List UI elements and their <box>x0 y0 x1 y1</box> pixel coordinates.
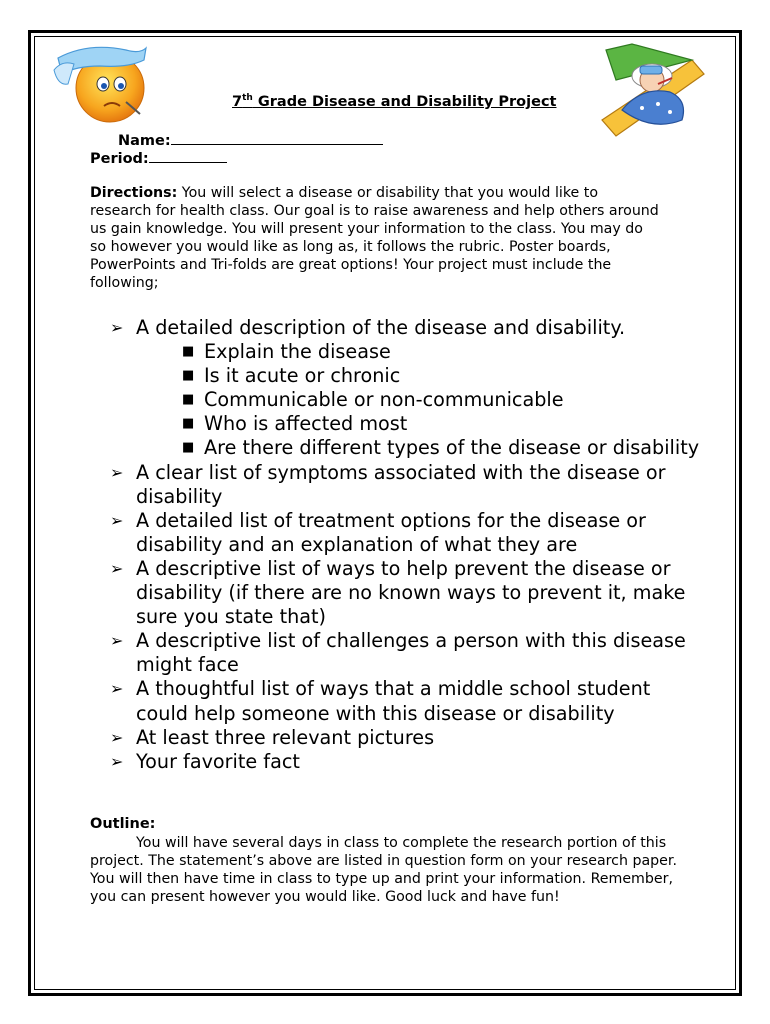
square-bullet-icon: ■ <box>182 440 195 456</box>
sub-list-item: ■ Who is affected most <box>182 412 408 436</box>
period-field <box>90 148 227 167</box>
page-title: 7th Grade Disease and Disability Project <box>232 93 557 110</box>
outline-paragraph: You will have several days in class to complete the research portion of this project. The statement’s above are listed in question form on your research paper. You will then have time in class to type up and print your information. Remember, you can present however you would like. Good luck and have fun! <box>90 835 677 905</box>
sick-sun-face-icon <box>48 40 152 126</box>
sub-list-item: ■ Communicable or non-communicable <box>182 388 564 412</box>
arrow-right-icon: ➢ <box>110 558 124 578</box>
sub-list-item: ■ Explain the disease <box>182 340 391 364</box>
list-item: ➢ A clear list of symptoms associated with the disease or disability <box>110 460 666 508</box>
outline-heading: Outline: <box>90 816 156 832</box>
list-item: ➢ Your favorite fact <box>110 749 300 773</box>
square-bullet-icon: ■ <box>182 344 195 360</box>
arrow-right-icon: ➢ <box>110 318 124 337</box>
list-item: ➢ A descriptive list of challenges a person with this disease might face <box>110 629 686 677</box>
directions-label: Directions: <box>90 185 178 201</box>
arrow-right-icon: ➢ <box>110 727 124 747</box>
name-blank-line <box>171 130 383 145</box>
directions-text: You will select a disease or disability that you would like to research for health class. Our goal is to raise awareness and help others around us gain knowledge. You will present your information to the class. You may do so however you would like as long as, it follows the rubric. Poster boards, PowerPoints and Tri-folds are great options! Your project must include the following; <box>90 185 659 291</box>
sub-list-item: ■ Are there different types of the disease or disability <box>182 436 700 460</box>
square-bullet-icon: ■ <box>182 392 195 408</box>
arrow-right-icon: ➢ <box>110 751 124 771</box>
square-bullet-icon: ■ <box>182 368 195 384</box>
arrow-right-icon: ➢ <box>110 462 124 482</box>
period-label: Period: <box>90 151 149 167</box>
list-item: ➢ A detailed list of treatment options for the disease or disability and an explanation of what they are <box>110 508 646 556</box>
name-field <box>118 130 383 149</box>
period-blank-line <box>149 148 227 163</box>
title-superscript: th <box>242 93 253 104</box>
list-item: ➢ A thoughtful list of ways that a middle school student could help someone with this disease or disability <box>110 677 651 725</box>
arrow-right-icon: ➢ <box>110 510 124 530</box>
square-bullet-icon: ■ <box>182 416 195 432</box>
list-item: ➢ A descriptive list of ways to help prevent the disease or disability (if there are no known ways to prevent it, make sure you state that) <box>110 556 686 629</box>
sick-child-in-bed-icon <box>592 40 710 142</box>
arrow-right-icon: ➢ <box>110 679 124 699</box>
sub-requirements-list <box>136 340 700 460</box>
requirements-list <box>110 316 700 774</box>
list-item: ➢ At least three relevant pictures <box>110 725 435 749</box>
sub-list-item: ■ Is it acute or chronic <box>182 364 401 388</box>
directions-paragraph <box>90 184 660 292</box>
list-item: ➢ A detailed description of the disease and disability. ■ Explain the disease ■ Is it acute or chronic ■ Communicable or non-communicable ■ Who is affected most ■ Are there different types of the disease or disability <box>110 316 700 460</box>
name-label: Name: <box>118 133 171 149</box>
arrow-right-icon: ➢ <box>110 631 124 651</box>
